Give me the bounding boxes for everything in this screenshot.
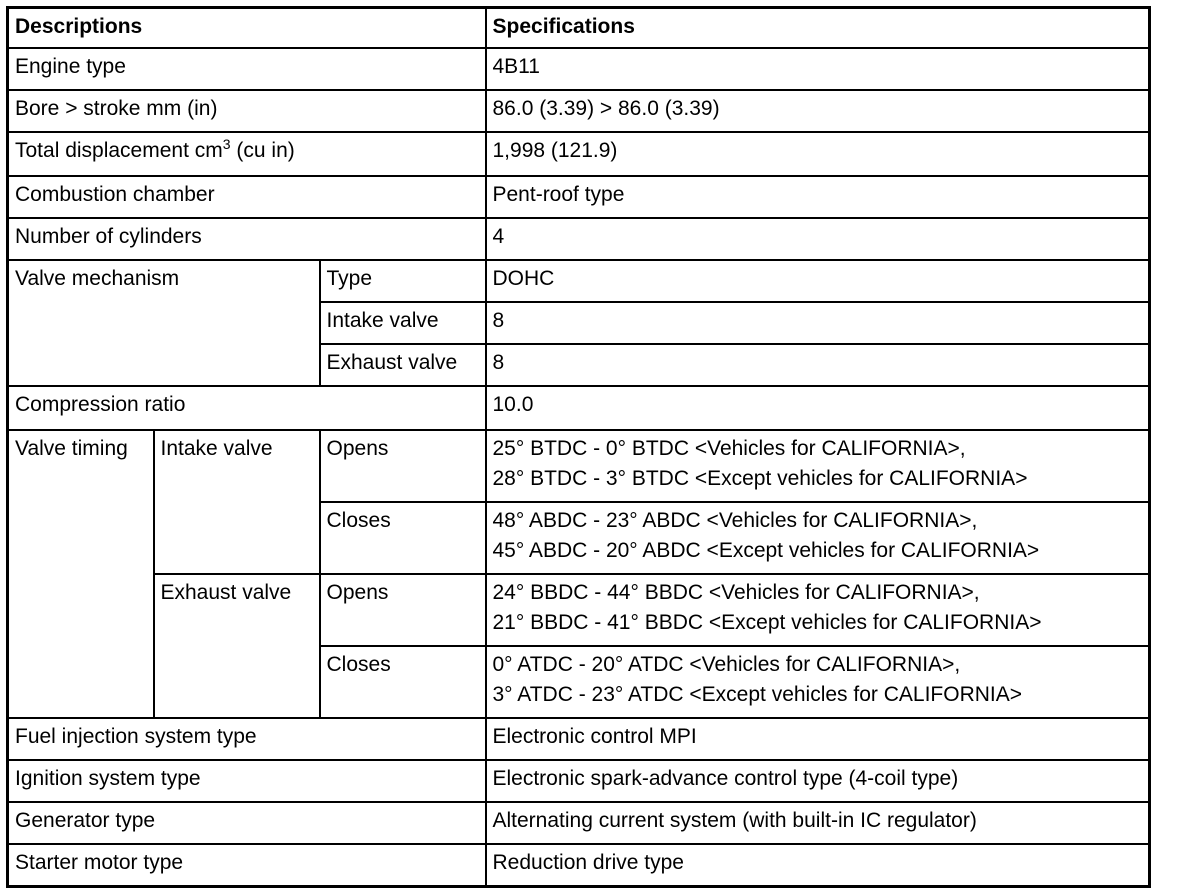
ignition-system-label: Ignition system type: [8, 760, 486, 802]
fuel-injection-label: Fuel injection system type: [8, 718, 486, 760]
intake-closes-line-1: 48° ABDC - 23° ABDC <Vehicles for CALIFORNIA>,: [492, 509, 978, 532]
exhaust-opens-line-1: 24° BBDC - 44° BBDC <Vehicles for CALIFORNIA>,: [492, 581, 980, 604]
bore-stroke-label: Bore > stroke mm (in): [8, 90, 486, 132]
valve-mechanism-exhaust-value: 8: [486, 344, 1150, 386]
table-row: [8, 802, 1150, 844]
valve-mechanism-exhaust-label: Exhaust valve: [320, 344, 486, 386]
displacement-label-sup: 3: [222, 136, 231, 152]
intake-opens-value: [486, 430, 1150, 502]
table-row: [8, 48, 1150, 90]
ignition-system-value: Electronic spark-advance control type (4-coil type): [486, 760, 1150, 802]
combustion-chamber-label: Combustion chamber: [8, 176, 486, 218]
generator-type-label: Generator type: [8, 802, 486, 844]
table-row: [8, 844, 1150, 886]
engine-type-label: Engine type: [8, 48, 486, 90]
number-of-cylinders-value: 4: [486, 218, 1150, 260]
compression-ratio-label: Compression ratio: [8, 386, 486, 430]
table-row: [8, 430, 1150, 502]
table-row: [8, 260, 1150, 302]
fuel-injection-value: Electronic control MPI: [486, 718, 1150, 760]
intake-closes-value: [486, 502, 1150, 574]
table-row: [8, 90, 1150, 132]
engine-spec-table: [6, 6, 1151, 888]
combustion-chamber-value: Pent-roof type: [486, 176, 1150, 218]
exhaust-closes-line-1: 0° ATDC - 20° ATDC <Vehicles for CALIFORNIA>,: [492, 653, 961, 676]
intake-opens-line-2: 28° BTDC - 3° BTDC <Except vehicles for CALIFORNIA>: [492, 467, 1028, 490]
exhaust-opens-line-2: 21° BBDC - 41° BBDC <Except vehicles for CALIFORNIA>: [492, 611, 1042, 634]
descriptions-header: Descriptions: [8, 8, 486, 49]
compression-ratio-value: 10.0: [486, 386, 1150, 430]
exhaust-opens-value: [486, 574, 1150, 646]
intake-closes-line-2: 45° ABDC - 20° ABDC <Except vehicles for CALIFORNIA>: [492, 539, 1040, 562]
engine-type-value: 4B11: [486, 48, 1150, 90]
intake-opens-line-1: 25° BTDC - 0° BTDC <Vehicles for CALIFORNIA>,: [492, 437, 966, 460]
total-displacement-label: [8, 132, 486, 176]
valve-mechanism-type-value: DOHC: [486, 260, 1150, 302]
bore-stroke-value: 86.0 (3.39) > 86.0 (3.39): [486, 90, 1150, 132]
specifications-header: Specifications: [486, 8, 1150, 49]
table-row: [8, 176, 1150, 218]
generator-type-value: Alternating current system (with built-in IC regulator): [486, 802, 1150, 844]
table-row: [8, 132, 1150, 176]
table-row: [8, 386, 1150, 430]
table-row: [8, 574, 1150, 646]
valve-timing-exhaust-label: Exhaust valve: [154, 574, 320, 718]
valve-mechanism-label: Valve mechanism: [8, 260, 320, 386]
exhaust-closes-label: Closes: [320, 646, 486, 718]
valve-mechanism-type-label: Type: [320, 260, 486, 302]
intake-opens-label: Opens: [320, 430, 486, 502]
starter-motor-value: Reduction drive type: [486, 844, 1150, 886]
table-row: [8, 218, 1150, 260]
valve-mechanism-intake-value: 8: [486, 302, 1150, 344]
starter-motor-label: Starter motor type: [8, 844, 486, 886]
exhaust-closes-value: [486, 646, 1150, 718]
table-row: [8, 760, 1150, 802]
header-row: [8, 8, 1150, 49]
table-row: [8, 718, 1150, 760]
valve-timing-label: Valve timing: [8, 430, 154, 718]
displacement-label-text: Total displacement cm: [15, 139, 223, 162]
valve-timing-intake-label: Intake valve: [154, 430, 320, 574]
valve-mechanism-intake-label: Intake valve: [320, 302, 486, 344]
number-of-cylinders-label: Number of cylinders: [8, 218, 486, 260]
total-displacement-value: 1,998 (121.9): [486, 132, 1150, 176]
displacement-label-suffix: (cu in): [236, 139, 295, 162]
exhaust-opens-label: Opens: [320, 574, 486, 646]
exhaust-closes-line-2: 3° ATDC - 23° ATDC <Except vehicles for CALIFORNIA>: [492, 683, 1023, 706]
intake-closes-label: Closes: [320, 502, 486, 574]
